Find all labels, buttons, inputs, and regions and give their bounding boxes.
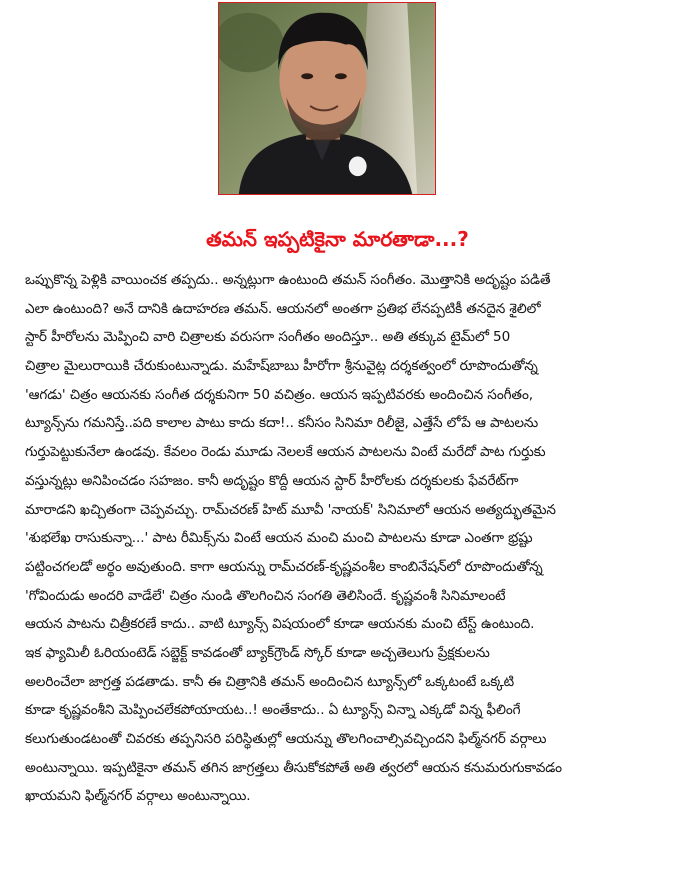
shirt-logo [349, 156, 367, 176]
article-line: అలరించేలా జాగ్రత్త పడతాడు. కానీ ఈ చిత్రానికి తమన్ అందించిన ట్యూన్స్‌లో ఒక్కటంటే ఒక్కటి [25, 673, 515, 690]
article-line: ఒప్పుకొన్న పెళ్లికి వాయించక తప్పదు.. అన్నట్లుగా ఉంటుంది తమన్ సంగీతం. మొత్తానికి అదృష్టం పడితే [25, 272, 551, 288]
left-eye [301, 73, 313, 79]
article-headline: తమన్ ఇప్పటికైనా మారతాడా...? [206, 227, 469, 251]
article-body [25, 266, 653, 811]
article-line: గుర్తుపెట్టుకునేలా ఉండవు. కేవలం రెండు మూడు నెలలకే ఆయన పాటలను వింటే మరేదో పాట గుర్తుకు [25, 444, 546, 461]
portrait-illustration [219, 3, 435, 194]
article-line: ఎలా ఉంటుంది? అనే దానికి ఉదాహరణ తమన్. ఆయనలో అంతగా ప్రతిభ లేనప్పటికీ తనదైన శైలిలో [25, 300, 541, 317]
article-line: ఖాయమని ఫిల్మ్‌నగర్ వర్గాలు అంటున్నాయి. [25, 788, 251, 805]
portrait-photo [218, 2, 436, 195]
article-line: కలుగుతుండటంతో చివరకు తప్పనిసరి పరిస్థితుల్లో ఆయన్ను తొలగించాల్సివచ్చిందని ఫిల్మ్‌నగర్ వర్గాలు [25, 731, 547, 747]
article-line: పట్టించగలడో అర్థం అవుతుంది. కాగా ఆయన్ను రామ్‌చరణ్-కృష్ణవంశీల కాంబినేషన్‌లో రూపొందుతోన్న [25, 558, 543, 575]
article-line: 'ఆగడు' చిత్రం ఆయనకు సంగీత దర్శకునిగా 50 వచిత్రం. ఆయన ఇప్పటివరకు అందించిన సంగీతం, [25, 386, 534, 403]
article-line: కూడా కృష్ణవంశీని మెప్పించలేకపోయాయట..! అంతేకాదు.. ఏ ట్యూన్స్ విన్నా ఎక్కడో విన్న ఫీలింగే [25, 702, 521, 719]
article-line: ఇక ఫ్యామిలీ ఓరియంటెడ్ సబ్జెక్ట్ కావడంతో బ్యాక్‌గ్రౌండ్ స్కోర్ కూడా అచ్చతెలుగు ప్రేక్షకులను [25, 644, 490, 661]
article-line: అంటున్నాయి. ఇప్పటికైనా తమన్ తగిన జాగ్రత్తలు తీసుకోకపోతే అతి త్వరలో ఆయన కనుమరుగుకావడం [25, 759, 562, 776]
article-line: ట్యూన్స్‌ను గమనిస్తే..పది కాలాల పాటు కాదు కదా!.. కనీసం సినిమా రిలీజై, ఎత్తేసే లోపే ఆ పాటలను [25, 415, 539, 432]
article-line: వస్తున్నట్లు అనిపించడం సహజం. కానీ అదృష్టం కొద్దీ ఆయన స్టార్ హీరోలకు దర్శకులకు ఫేవరేట్‌గా [25, 472, 519, 489]
article-line: 'శుభలేఖ రాసుకున్నా...' పాట రీమిక్స్‌ను వింటే ఆయన మంచి మంచి పాటలను కూడా ఎంతగా భ్రష్టు [25, 530, 533, 547]
article-line: ఆయన పాటను చిత్రీకరణే కాదు.. వాటి ట్యూన్స్ విషయంలో కూడా ఆయనకు మంచి టేస్ట్ ఉంటుంది. [25, 616, 535, 633]
article-line: 'గోవిందుడు అందరి వాడేలే' చిత్రం నుండి తొలగించిన సంగతి తెలిసిందే. కృష్ణవంశీ సినిమాలంటే [25, 587, 506, 604]
article-line: మారాడని ఖచ్చితంగా చెప్పవచ్చు. రామ్‌చరణ్ హిట్ మూవీ 'నాయక్' సినిమాలో ఆయన అత్యద్భుతమైన [25, 501, 556, 518]
right-eye [335, 73, 347, 79]
article-line: స్టార్ హీరోలను మెప్పించి వారి చిత్రాలకు వరుసగా సంగీతం అందిస్తూ.. అతి తక్కువ టైమ్‌లో 50 [25, 329, 511, 346]
article-line: చిత్రాల మైలురాయికి చేరుకుంటున్నాడు. మహేష్‌బాబు హీరోగా శ్రీనువైట్ల దర్శకత్వంలో రూపొందుతోన్న [25, 358, 538, 375]
